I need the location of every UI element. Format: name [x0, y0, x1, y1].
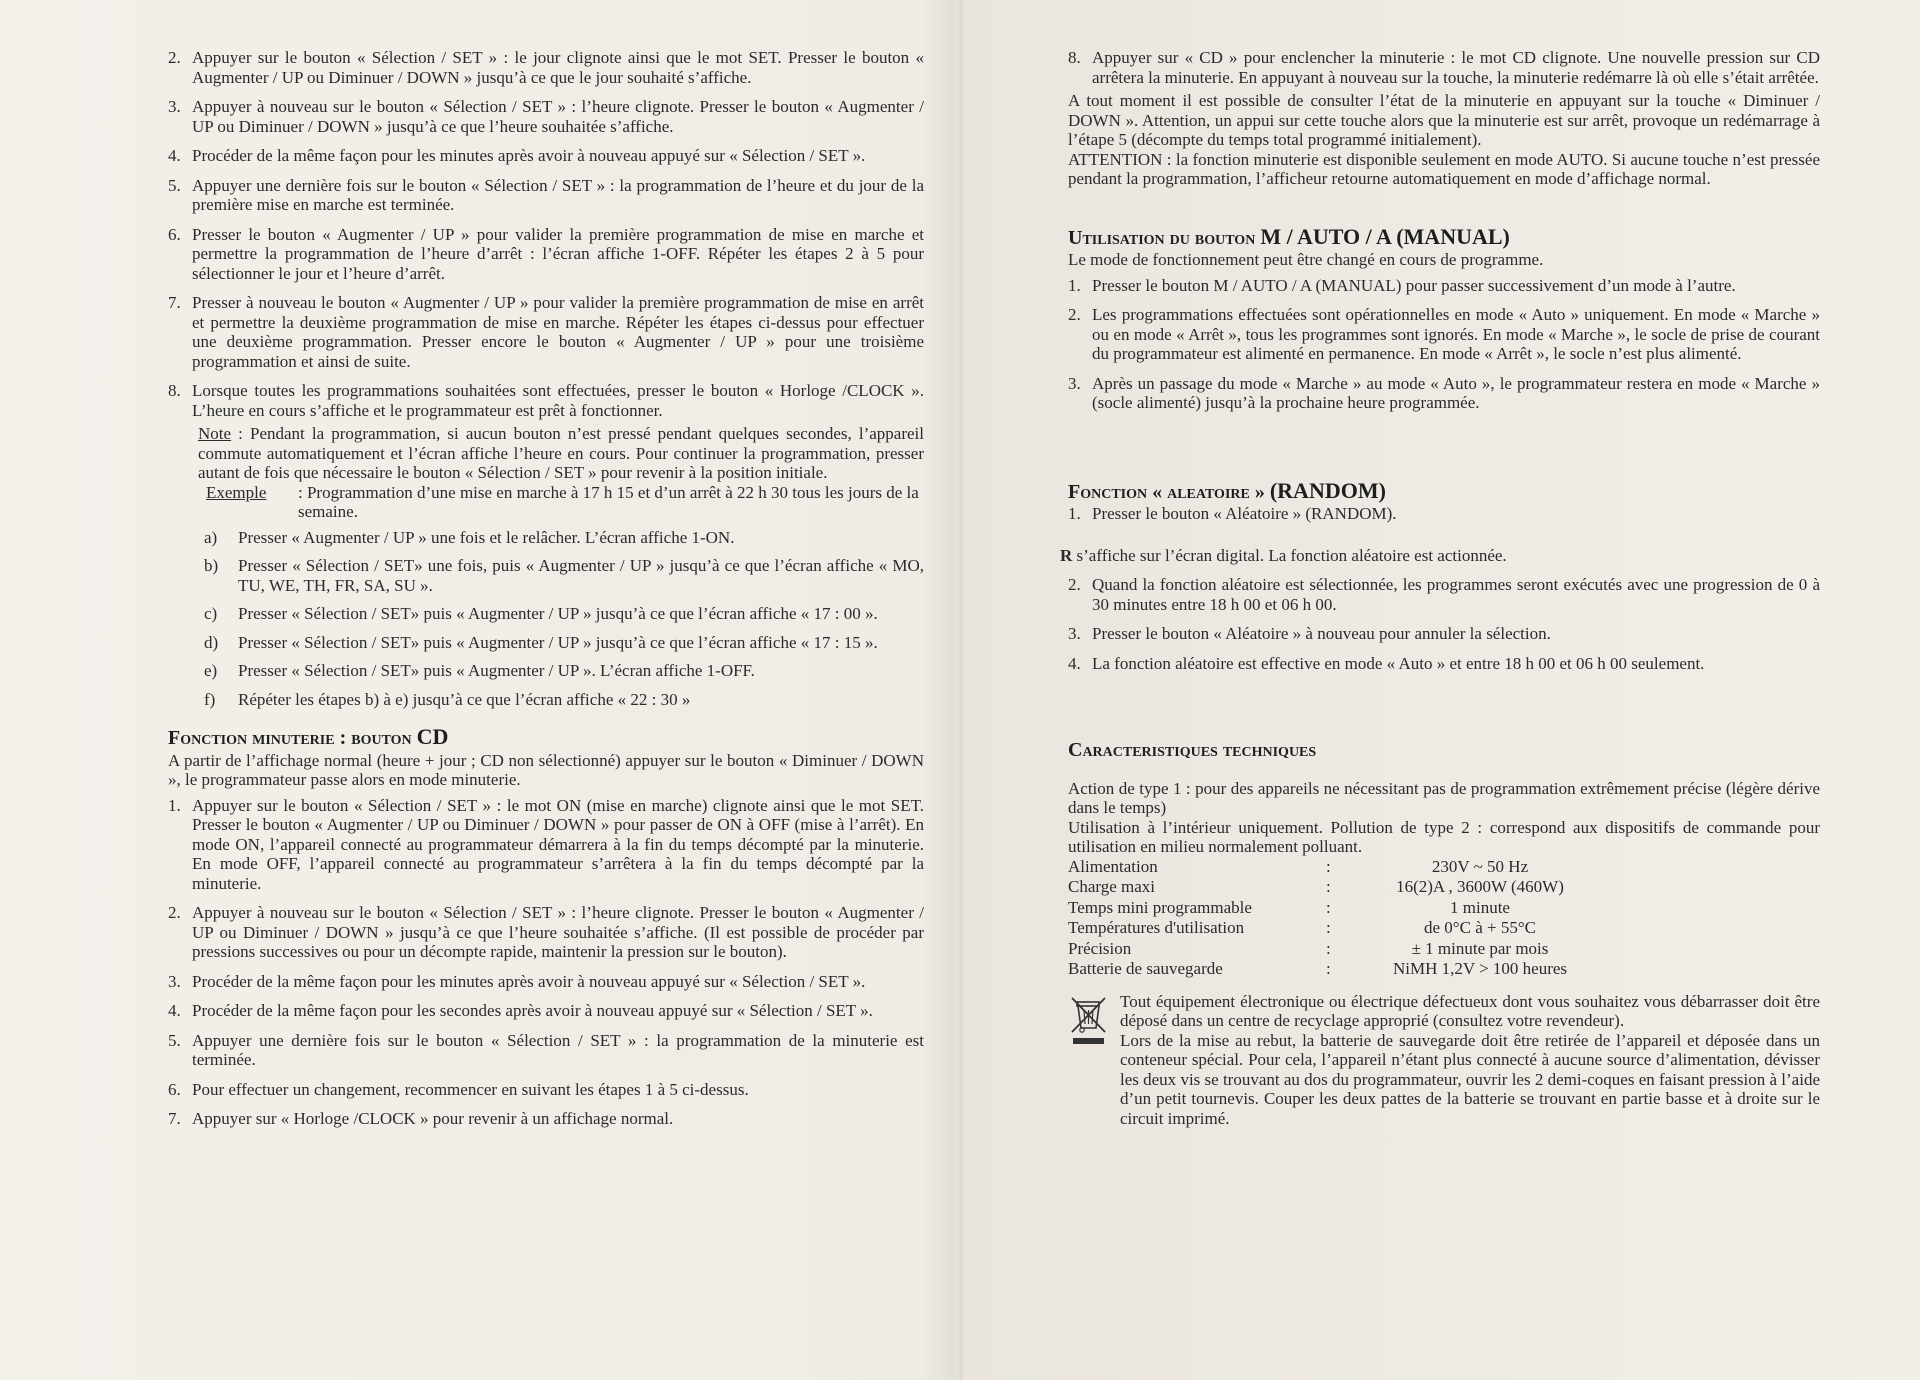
list-item: 5. Appuyer une dernière fois sur le bouton « Sélection / SET » : la programmation de la minuterie est terminée.	[168, 1030, 924, 1069]
list-item: 3. Après un passage du mode « Marche » au mode « Auto », le programmateur restera en mode « Marche » (socle alimenté) jusqu’à la prochaine heure programmée.	[1068, 373, 1820, 412]
table-row: Temps mini programmable : 1 minute	[1068, 897, 1510, 917]
list-item: 7. Appuyer sur « Horloge /CLOCK » pour revenir à un affichage normal.	[168, 1109, 674, 1128]
list-item: 8. Appuyer sur « CD » pour enclencher la minuterie : le mot CD clignote. Une nouvelle pression sur CD arrêtera la minuterie. En appuyant à nouveau sur la touche, la minuterie redémarre là où elle s’était arrêtée.	[1068, 48, 1820, 87]
example-line	[206, 483, 924, 522]
list-item: 3. Presser le bouton « Aléatoire » à nouveau pour annuler la sélection.	[1068, 624, 1551, 643]
example-text: : Programmation d’une mise en marche à 17 h 15 et d’un arrêt à 22 h 30 tous les jours de la semaine.	[298, 482, 919, 521]
steps-setting-list	[168, 48, 924, 420]
list-item: b) Presser « Sélection / SET» une fois, puis « Augmenter / UP » jusqu’à ce que l’écran affiche « MO, TU, WE, TH, FR, SA, SU ».	[204, 556, 924, 595]
list-item: 2. Appuyer à nouveau sur le bouton « Sélection / SET » : l’heure clignote. Presser le bouton « Augmenter / UP ou Diminuer / DOWN » jusqu’à ce que l’heure souhaitée s’affiche. (Il est possible de procéder par pressions successives ou pour un décompte rapide, maintenir la pression sur le bouton).	[168, 903, 924, 961]
example-label: Exemple	[206, 482, 267, 502]
disposal-paragraph-1: Tout équipement électronique ou électrique défectueux dont vous souhaitez vous débarrasser doit être déposé dans un centre de recyclage approprié (consultez votre revendeur).	[1120, 991, 1820, 1030]
list-item: a) Presser « Augmenter / UP » une fois et le relâcher. L’écran affiche 1-ON.	[204, 527, 735, 547]
specs-table	[1068, 857, 1600, 980]
list-item: 2. Les programmations effectuées sont opérationnelles en mode « Auto » uniquement. En mode « Marche » ou en mode « Arrêt », tous les programmes sont ignorés. En mode « Marche », le socle de prise de courant du programmateur est alimenté en permanence. En mode « Arrêt », le socle n’est plus alimenté.	[1068, 305, 1820, 363]
list-item: 6. Pour effectuer un changement, recommencer en suivant les étapes 1 à 5 ci-dessus.	[168, 1079, 749, 1099]
consult-paragraph: A tout moment il est possible de consulter l’état de la minuterie en appuyant sur la touche « Diminuer / DOWN ». Attention, un appui sur cette touche alors que la minuterie est sur arrêt, provoque un redémarrage à l’étape 5 (décompte du temps total programmé initialement).	[1068, 91, 1820, 149]
list-item: f) Répéter les étapes b) à e) jusqu’à ce que l’écran affiche « 22 : 30 »	[204, 689, 691, 709]
mode-intro: Le mode de fonctionnement peut être changé en cours de programme.	[1068, 250, 1544, 269]
list-item: 1. Presser le bouton M / AUTO / A (MANUAL) pour passer successivement d’un mode à l’autre.	[1068, 275, 1736, 295]
table-row: Températures d'utilisation : de 0°C à + 55°C	[1068, 918, 1536, 937]
list-item: 5. Appuyer une dernière fois sur le bouton « Sélection / SET » : la programmation de l’heure et du jour de la première mise en marche est terminée.	[168, 175, 924, 214]
list-item: 8. Lorsque toutes les programmations souhaitées sont effectuées, presser le bouton « Horloge /CLOCK ». L’heure en cours s’affiche et le programmateur est prêt à fonctionner.	[168, 381, 924, 420]
disposal-paragraph-2: Lors de la mise au rebut, la batterie de sauvegarde doit être retirée de l’appareil et déposée dans un conteneur spécial. Pour cela, l’appareil n’étant plus connecté à aucune source d’alimentation, dévisser les deux vis se trouvant au dos du programmateur, ouvrir les 2 demi-coques en faisant pression à l’aide d’un petit tournevis. Couper les deux pattes de la batterie se trouvant en partie basse et à droite sur le circuit imprimé.	[1120, 1030, 1820, 1128]
section-heading-mode: Utilisation du bouton M / AUTO / A (MANUAL)	[1068, 223, 1510, 249]
list-item: 1. Appuyer sur le bouton « Sélection / SET » : le mot ON (mise en marche) clignote ainsi que le mot SET. Presser le bouton « Augmenter / UP ou Diminuer / DOWN » pour passer de ON à OFF (mise à l’arrêt). En mode ON, l’appareil connecté au programmateur démarrera à la fin du temps décompté par la minuterie. En mode OFF, l’appareil connecté au programmateur s’arrêtera à la fin du temps décompté par la minuterie.	[168, 795, 924, 893]
section-heading-timer: Fonction minuterie : bouton CD	[168, 724, 449, 749]
section-heading-random: Fonction « aleatoire » (RANDOM)	[1068, 477, 1386, 503]
list-item: 6. Presser le bouton « Augmenter / UP » pour valider la première programmation de mise en marche et permettre la programmation de l’heure d’arrêt : l’écran affiche 1-OFF. Répéter les étapes 2 à 5 pour sélectionner le jour et l’heure d’arrêt.	[168, 224, 924, 283]
tech-paragraph-2: Utilisation à l’intérieur uniquement. Pollution de type 2 : correspond aux dispositifs de commande pour utilisation en milieu normalement polluant.	[1068, 817, 1820, 856]
section-heading-tech: Caracteristiques techniques	[1068, 739, 1317, 761]
tech-paragraph-1: Action de type 1 : pour des appareils ne nécessitant pas de programmation extrêmement précise (légère dérive dans le temps)	[1068, 778, 1820, 817]
table-row: Batterie de sauvegarde : NiMH 1,2V > 100 heures	[1068, 959, 1568, 978]
page-fold	[958, 0, 964, 1380]
random-indicator: R	[1060, 545, 1073, 565]
table-row: Alimentation : 230V ~ 50 Hz	[1068, 856, 1529, 876]
list-item: e) Presser « Sélection / SET» puis « Augmenter / UP ». L’écran affiche 1-OFF.	[204, 661, 755, 680]
table-row: Précision : ± 1 minute par mois	[1068, 938, 1549, 958]
list-item: 1. Presser le bouton « Aléatoire » (RANDOM).	[1068, 504, 1397, 523]
steps-timer-list	[168, 796, 924, 1129]
list-item: 4. Procéder de la même façon pour les minutes après avoir à nouveau appuyé sur « Sélection / SET ».	[168, 146, 866, 165]
crossed-out-wheelie-bin-icon	[1068, 992, 1120, 1129]
left-page	[168, 48, 924, 1139]
list-item: 2. Quand la fonction aléatoire est sélectionnée, les programmes seront exécutés avec une progression de 0 à 30 minutes entre 18 h 00 et 06 h 00.	[1068, 575, 1820, 614]
random-display-line: R s’affiche sur l’écran digital. La fonction aléatoire est actionnée.	[1060, 545, 1507, 565]
list-item: d) Presser « Sélection / SET» puis « Augmenter / UP » jusqu’à ce que l’écran affiche « 17 : 15 ».	[204, 632, 878, 652]
list-item: 3. Procéder de la même façon pour les minutes après avoir à nouveau appuyé sur « Sélection / SET ».	[168, 971, 866, 991]
note-label: Note	[198, 424, 232, 443]
list-item: 4. La fonction aléatoire est effective en mode « Auto » et entre 18 h 00 et 06 h 00 seulement.	[1068, 653, 1705, 673]
list-item: 7. Presser à nouveau le bouton « Augmenter / UP » pour valider la première programmation de mise en arrêt et permettre la deuxième programmation de mise en marche. Répéter les étapes ci-dessus pour effectuer une deuxième programmation. Presser encore le bouton « Augmenter / UP » pour une troisième programmation et ainsi de suite.	[168, 293, 924, 371]
table-row: Charge maxi : 16(2)A , 3600W (460W)	[1068, 877, 1564, 896]
disposal-notice	[1068, 992, 1820, 1129]
timer-intro: A partir de l’affichage normal (heure + jour ; CD non sélectionné) appuyer sur le bouton « Diminuer / DOWN », le programmateur passe alors en mode minuterie.	[168, 750, 924, 789]
random-steps-list	[1068, 575, 1820, 673]
list-item: 4. Procéder de la même façon pour les secondes après avoir à nouveau appuyé sur « Sélection / SET ».	[168, 1001, 873, 1020]
mode-steps-list	[1068, 276, 1820, 413]
list-item: 3. Appuyer à nouveau sur le bouton « Sélection / SET » : l’heure clignote. Presser le bouton « Augmenter / UP ou Diminuer / DOWN » jusqu’à ce que l’heure souhaitée s’affiche.	[168, 97, 924, 136]
list-item: c) Presser « Sélection / SET» puis « Augmenter / UP » jusqu’à ce que l’écran affiche « 17 : 00 ».	[204, 604, 878, 623]
list-item: 2. Appuyer sur le bouton « Sélection / SET » : le jour clignote ainsi que le mot SET. Presser le bouton « Augmenter / UP ou Diminuer / DOWN » jusqu’à ce que le jour souhaité s’affiche.	[168, 48, 924, 87]
attention-paragraph: ATTENTION : la fonction minuterie est disponible seulement en mode AUTO. Si aucune touche n’est pressée pendant la programmation, l’afficheur retourne automatiquement en mode d’affichage normal.	[1068, 149, 1820, 188]
right-page	[1060, 48, 1820, 1128]
note-text: : Pendant la programmation, si aucun bouton n’est pressé pendant quelques secondes, l’appareil commute automatiquement et l’écran affiche l’heure en cours. Pour continuer la programmation, presser autant de fois que nécessaire le bouton « Sélection / SET » pour revenir à la position initiale.	[198, 424, 924, 482]
note-paragraph	[198, 424, 924, 483]
example-substeps	[168, 528, 924, 710]
